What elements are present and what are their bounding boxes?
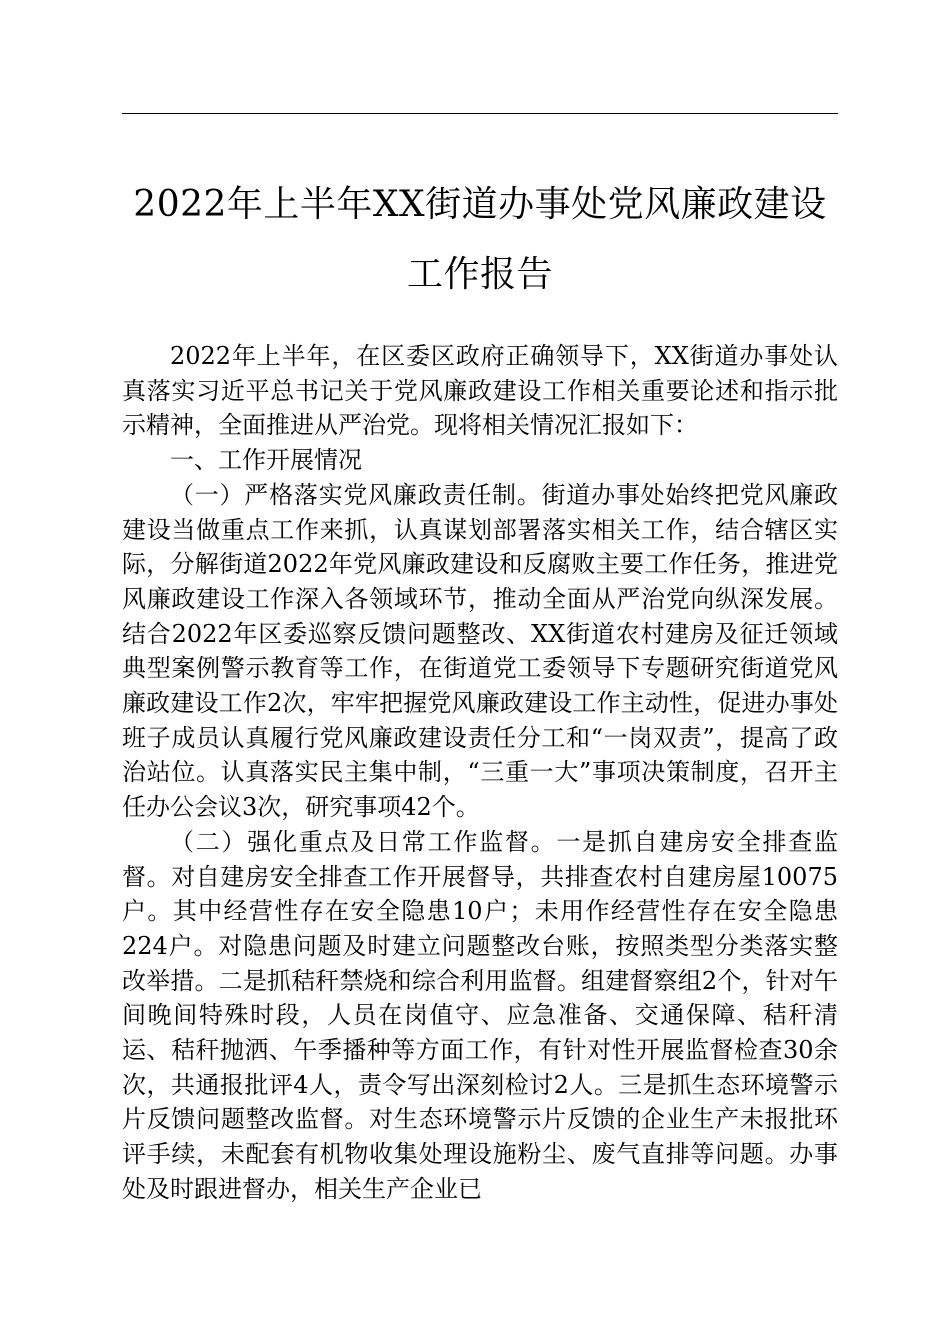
intro-paragraph: 2022年上半年，在区委区政府正确领导下，XX街道办事处认真落实习近平总书记关于党风廉政建设工作相关重要论述和指示批示精神，全面推进从严治党。现将相关情况汇报如下： [122, 342, 838, 440]
document-title: 2022年上半年XX街道办事处党风廉政建设工作报告 [133, 184, 827, 295]
body-paragraph: （一）严格落实党风廉政责任制。街道办事处始终把党风廉政建设当做重点工作来抓，认真谋划部署落实相关工作，结合辖区实际，分解街道2022年党风廉政建设和反腐败主要工作任务，推进党风廉政建设工作深入各领域环节，推动全面从严治党向纵深发展。结合2022年区委巡察反馈问题整改、XX街道农村建房及征迁领域典型案例警示教育等工作，在街道党工委领导下专题研究街道党风廉政建设工作2次，牢牢把握党风廉政建设工作主动性，促进办事处班子成员认真履行党风廉政建设责任分工和“一岗双责”，提高了政治站位。认真落实民主集中制，“三重一大”事项决策制度，召开主任办公会议3次，研究事项42个。 [122, 480, 838, 822]
header-rule [122, 113, 838, 114]
section-heading: 一、工作开展情况 [170, 446, 362, 475]
document-body [122, 339, 838, 1207]
body-paragraph: （二）强化重点及日常工作监督。一是抓自建房安全排查监督。对自建房安全排查工作开展督导，共排查农村自建房屋10075户。其中经营性存在安全隐患10户；未用作经营性存在安全隐患224户。对隐患问题及时建立问题整改台账，按照类型分类落实整改举措。二是抓秸秆禁烧和综合利用监督。组建督察组2个，针对午间晚间特殊时段，人员在岗值守、应急准备、交通保障、秸秆清运、秸秆抛洒、午季播种等方面工作，有针对性开展监督检查30余次，共通报批评4人，责令写出深刻检讨2人。三是抓生态环境警示片反馈问题整改监督。对生态环境警示片反馈的企业生产未报批环评手续，未配套有机物收集处理设施粉尘、废气直排等问题。办事处及时跟进督办，相关生产企业已 [122, 827, 838, 1203]
